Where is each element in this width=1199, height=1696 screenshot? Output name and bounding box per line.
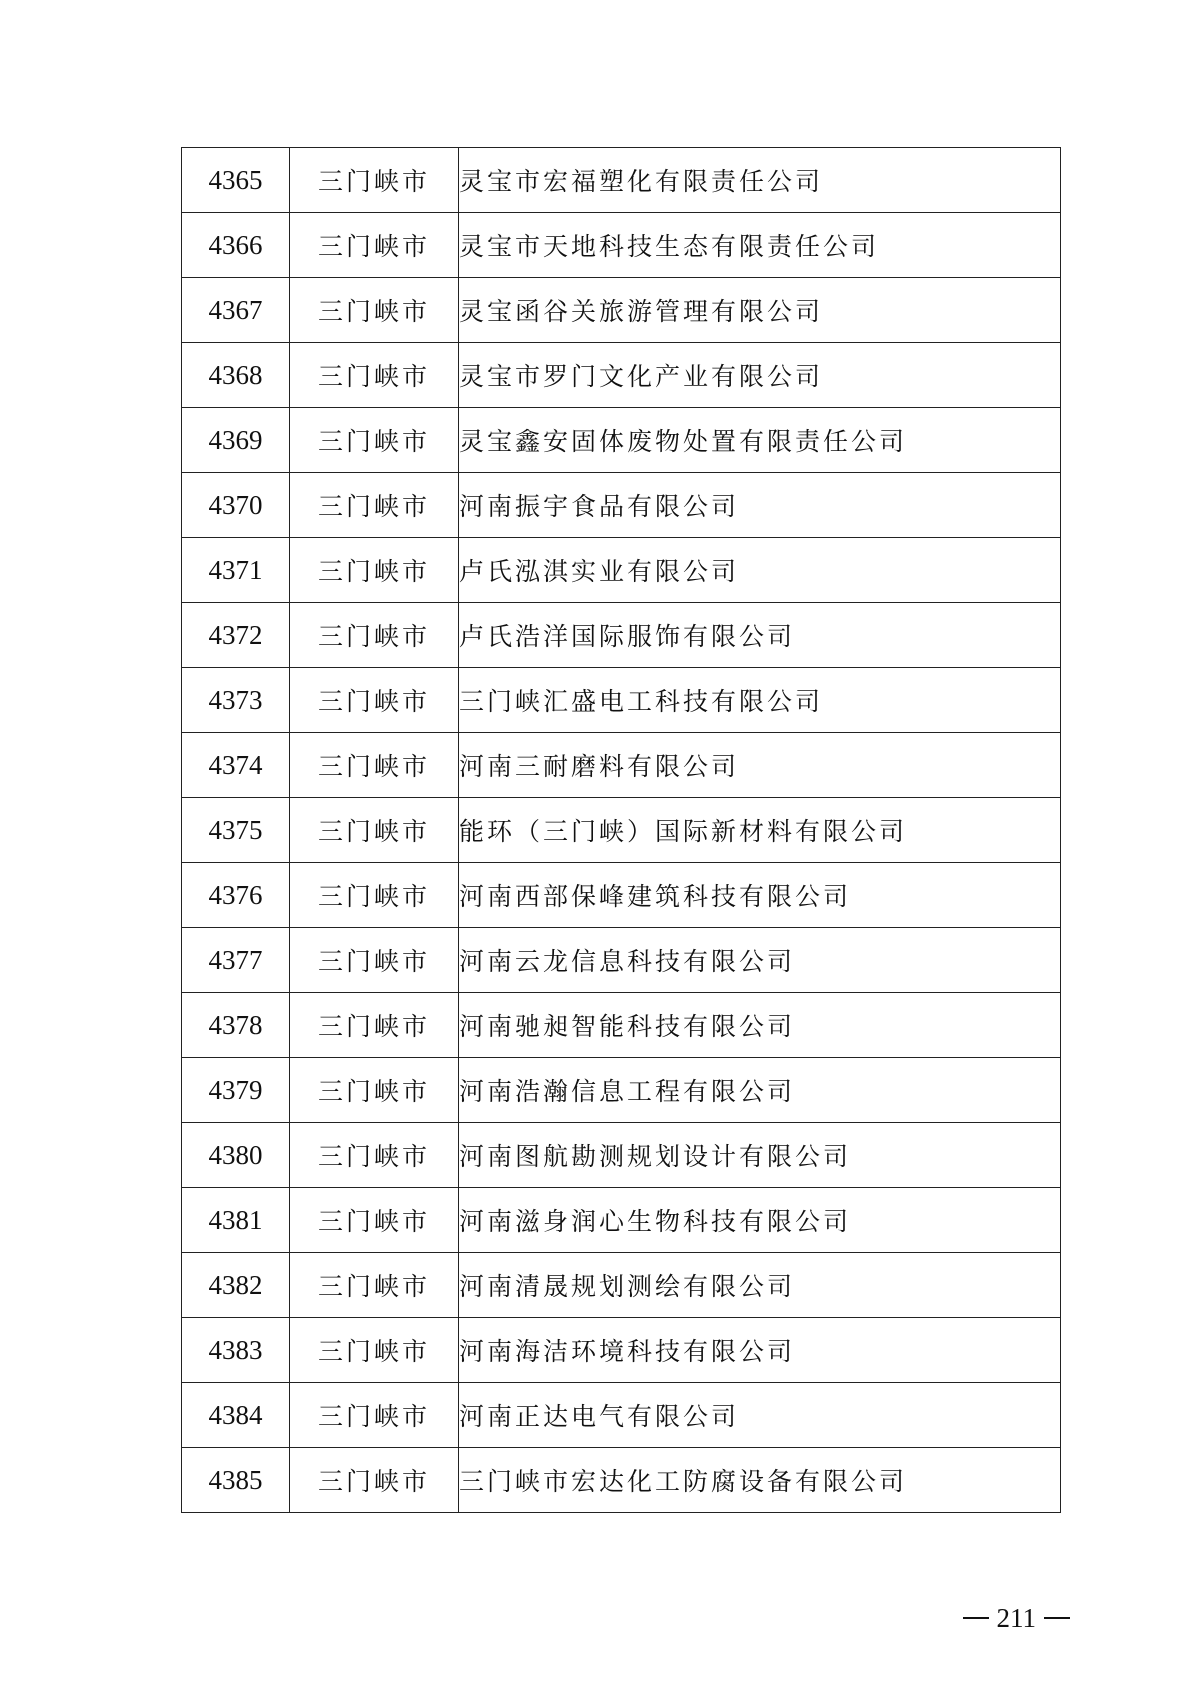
table-row bbox=[182, 408, 1061, 473]
row-number-cell: 4382 bbox=[182, 1253, 290, 1318]
company-table bbox=[181, 147, 1061, 1513]
city-cell: 三门峡市 bbox=[290, 473, 459, 538]
table-row bbox=[182, 993, 1061, 1058]
company-name-cell: 能环（三门峡）国际新材料有限公司 bbox=[459, 798, 1061, 863]
row-number-cell: 4369 bbox=[182, 408, 290, 473]
city-cell: 三门峡市 bbox=[290, 1448, 459, 1513]
table-row bbox=[182, 1188, 1061, 1253]
row-number-cell: 4375 bbox=[182, 798, 290, 863]
table-row bbox=[182, 863, 1061, 928]
row-number-cell: 4372 bbox=[182, 603, 290, 668]
row-number-cell: 4383 bbox=[182, 1318, 290, 1383]
company-name-cell: 三门峡市宏达化工防腐设备有限公司 bbox=[459, 1448, 1061, 1513]
table-row bbox=[182, 1123, 1061, 1188]
city-cell: 三门峡市 bbox=[290, 668, 459, 733]
row-number-cell: 4365 bbox=[182, 148, 290, 213]
table-row bbox=[182, 1448, 1061, 1513]
company-name-cell: 灵宝市罗门文化产业有限公司 bbox=[459, 343, 1061, 408]
row-number-cell: 4378 bbox=[182, 993, 290, 1058]
city-cell: 三门峡市 bbox=[290, 798, 459, 863]
company-name-cell: 河南西部保峰建筑科技有限公司 bbox=[459, 863, 1061, 928]
city-cell: 三门峡市 bbox=[290, 213, 459, 278]
table-row bbox=[182, 798, 1061, 863]
city-cell: 三门峡市 bbox=[290, 408, 459, 473]
row-number-cell: 4385 bbox=[182, 1448, 290, 1513]
table-row bbox=[182, 1383, 1061, 1448]
company-name-cell: 灵宝函谷关旅游管理有限公司 bbox=[459, 278, 1061, 343]
city-cell: 三门峡市 bbox=[290, 928, 459, 993]
company-name-cell: 河南驰昶智能科技有限公司 bbox=[459, 993, 1061, 1058]
city-cell: 三门峡市 bbox=[290, 863, 459, 928]
city-cell: 三门峡市 bbox=[290, 1253, 459, 1318]
row-number-cell: 4377 bbox=[182, 928, 290, 993]
company-name-cell: 卢氏浩洋国际服饰有限公司 bbox=[459, 603, 1061, 668]
city-cell: 三门峡市 bbox=[290, 538, 459, 603]
footer-dash-left bbox=[963, 1617, 989, 1619]
table-row bbox=[182, 343, 1061, 408]
row-number-cell: 4368 bbox=[182, 343, 290, 408]
company-name-cell: 河南振宇食品有限公司 bbox=[459, 473, 1061, 538]
row-number-cell: 4376 bbox=[182, 863, 290, 928]
city-cell: 三门峡市 bbox=[290, 278, 459, 343]
company-name-cell: 河南正达电气有限公司 bbox=[459, 1383, 1061, 1448]
table-row bbox=[182, 538, 1061, 603]
company-name-cell: 河南滋身润心生物科技有限公司 bbox=[459, 1188, 1061, 1253]
company-name-cell: 河南清晟规划测绘有限公司 bbox=[459, 1253, 1061, 1318]
table-row bbox=[182, 928, 1061, 993]
company-name-cell: 卢氏泓淇实业有限公司 bbox=[459, 538, 1061, 603]
company-name-cell: 河南三耐磨料有限公司 bbox=[459, 733, 1061, 798]
company-name-cell: 河南云龙信息科技有限公司 bbox=[459, 928, 1061, 993]
row-number-cell: 4384 bbox=[182, 1383, 290, 1448]
table-row bbox=[182, 1253, 1061, 1318]
row-number-cell: 4371 bbox=[182, 538, 290, 603]
company-table-body bbox=[182, 148, 1061, 1513]
table-row bbox=[182, 1318, 1061, 1383]
row-number-cell: 4370 bbox=[182, 473, 290, 538]
table-row bbox=[182, 213, 1061, 278]
table-row bbox=[182, 668, 1061, 733]
company-name-cell: 河南海洁环境科技有限公司 bbox=[459, 1318, 1061, 1383]
city-cell: 三门峡市 bbox=[290, 733, 459, 798]
company-name-cell: 三门峡汇盛电工科技有限公司 bbox=[459, 668, 1061, 733]
table-row bbox=[182, 278, 1061, 343]
table-row bbox=[182, 473, 1061, 538]
city-cell: 三门峡市 bbox=[290, 148, 459, 213]
row-number-cell: 4374 bbox=[182, 733, 290, 798]
row-number-cell: 4373 bbox=[182, 668, 290, 733]
row-number-cell: 4366 bbox=[182, 213, 290, 278]
company-name-cell: 灵宝市天地科技生态有限责任公司 bbox=[459, 213, 1061, 278]
table-row bbox=[182, 148, 1061, 213]
city-cell: 三门峡市 bbox=[290, 343, 459, 408]
row-number-cell: 4381 bbox=[182, 1188, 290, 1253]
row-number-cell: 4380 bbox=[182, 1123, 290, 1188]
table-row bbox=[182, 733, 1061, 798]
city-cell: 三门峡市 bbox=[290, 1318, 459, 1383]
company-name-cell: 河南图航勘测规划设计有限公司 bbox=[459, 1123, 1061, 1188]
table-row bbox=[182, 603, 1061, 668]
city-cell: 三门峡市 bbox=[290, 993, 459, 1058]
page-number: 211 bbox=[996, 1602, 1036, 1633]
row-number-cell: 4367 bbox=[182, 278, 290, 343]
page-footer bbox=[940, 1600, 1070, 1636]
city-cell: 三门峡市 bbox=[290, 603, 459, 668]
city-cell: 三门峡市 bbox=[290, 1058, 459, 1123]
footer-dash-right bbox=[1044, 1617, 1070, 1619]
company-name-cell: 灵宝市宏福塑化有限责任公司 bbox=[459, 148, 1061, 213]
city-cell: 三门峡市 bbox=[290, 1188, 459, 1253]
table-row bbox=[182, 1058, 1061, 1123]
city-cell: 三门峡市 bbox=[290, 1123, 459, 1188]
company-name-cell: 灵宝鑫安固体废物处置有限责任公司 bbox=[459, 408, 1061, 473]
city-cell: 三门峡市 bbox=[290, 1383, 459, 1448]
row-number-cell: 4379 bbox=[182, 1058, 290, 1123]
company-name-cell: 河南浩瀚信息工程有限公司 bbox=[459, 1058, 1061, 1123]
